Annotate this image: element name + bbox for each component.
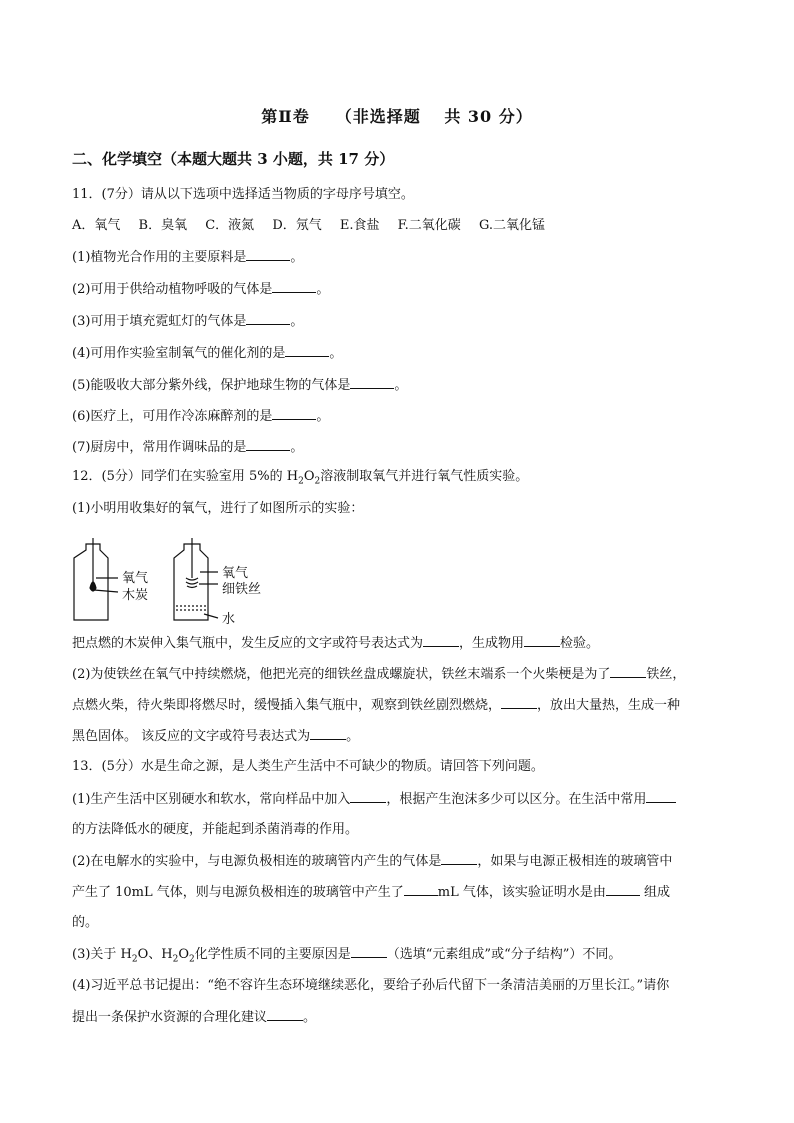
option-g: G.二氧化锰 — [478, 218, 546, 233]
answer-blank[interactable] — [272, 280, 316, 293]
label-oxygen-right: 氧气 — [222, 566, 249, 581]
q12-sub2-line1: (2)为使铁丝在氧气中持续燃烧，他把光亮的细铁丝盘成螺旋状，铁丝末端系一个火柴梗是为了 铁丝， — [72, 667, 686, 682]
answer-blank[interactable] — [610, 665, 646, 678]
q12-sub2-line3: 黑色固体。 该反应的文字或符号表达式为 。 — [72, 729, 360, 744]
answer-blank[interactable] — [350, 790, 386, 803]
gas-bottles-diagram — [72, 538, 302, 628]
experiment-figure — [72, 538, 302, 628]
q12-sub1: (1)小明用收集好的氧气，进行了如图所示的实验： — [72, 501, 364, 516]
q13-sub1-line2: 的方法降低水的硬度，并能起到杀菌消毒的作用。 — [72, 822, 359, 837]
section-heading: 二、化学填空（本题大题共 3 小题，共 17 分） — [72, 150, 395, 168]
label-iron-wire: 细铁丝 — [222, 582, 262, 597]
option-e: E.食盐 — [339, 218, 380, 233]
option-b: B．臭氧 — [138, 218, 188, 233]
q13-sub4-line1: (4)习近平总书记提出：“绝不容许生态环境继续恶化，要给子孙后代留下一条清洁美丽的万里长江。”请你 — [72, 978, 670, 993]
q12-sub2-line2: 点燃火柴，待火柴即将燃尽时，缓慢插入集气瓶中，观察到铁丝剧烈燃烧， ，放出大量热，生成一种 — [72, 698, 681, 713]
answer-blank[interactable] — [246, 248, 290, 261]
q13-sub2-line1: (2)在电解水的实验中，与电源负极相连的玻璃管内产生的气体是 ，如果与电源正极相连的玻璃管中 — [72, 854, 673, 869]
label-oxygen-left: 氧气 — [122, 571, 149, 586]
label-charcoal: 木炭 — [122, 588, 149, 603]
q11-item-7: (7)厨房中，常用作调味品的是 。 — [72, 440, 304, 455]
label-water: 水 — [222, 612, 236, 627]
answer-blank[interactable] — [351, 945, 387, 958]
q13-stem: 13．(5分）水是生命之源，是人类生产生活中不可缺少的物质。请回答下列问题。 — [72, 759, 544, 774]
option-d: D．氖气 — [272, 218, 322, 233]
q11-item-1: (1)植物光合作用的主要原料是 。 — [72, 250, 304, 265]
answer-blank[interactable] — [310, 727, 346, 740]
q13-sub2-line2: 产生了 10mL 气体，则与电源负极相连的玻璃管中产生了 mL 气体，该实验证明水是由 组成 — [72, 885, 671, 900]
answer-blank[interactable] — [524, 634, 560, 647]
answer-blank[interactable] — [404, 883, 438, 896]
q11-item-6: (6)医疗上，可用作冷冻麻醉剂的是 。 — [72, 409, 330, 424]
option-c: C．液氮 — [205, 218, 255, 233]
q11-options — [72, 217, 559, 235]
option-f: F.二氧化碳 — [397, 218, 461, 233]
answer-blank[interactable] — [501, 696, 537, 709]
charcoal-bottle — [74, 538, 118, 620]
answer-blank[interactable] — [646, 790, 676, 803]
q11-item-2: (2)可用于供给动植物呼吸的气体是 。 — [72, 282, 330, 297]
q11-item-4: (4)可用作实验室制氧气的催化剂的是 。 — [72, 346, 343, 361]
answer-blank[interactable] — [246, 312, 290, 325]
answer-blank[interactable] — [606, 883, 640, 896]
q11-item-5: (5)能吸收大部分紫外线，保护地球生物的气体是 。 — [72, 378, 408, 393]
q13-sub2-line3: 的。 — [72, 915, 99, 930]
q13-sub3: (3)关于 $H_2O$、$H_2O_2$化学性质不同的主要原因是 （选填“元素组成”或“分子结构”）不同。 — [72, 947, 622, 965]
answer-blank[interactable] — [423, 634, 459, 647]
q13-sub1-line1: (1)生产生活中区别硬水和软水，常向样品中加入 ，根据产生泡沫多少可以区分。在生活中常用 — [72, 790, 676, 809]
answer-blank[interactable] — [285, 344, 329, 357]
answer-blank[interactable] — [272, 407, 316, 420]
answer-blank[interactable] — [246, 438, 290, 451]
page-title: 第Ⅱ卷 （非选择题 共 30 分） — [261, 107, 533, 126]
q12-sub1-question: 把点燃的木炭伸入集气瓶中，发生反应的文字或符号表达式为 ，生成物用 检验。 — [72, 636, 600, 651]
answer-blank[interactable] — [350, 376, 394, 389]
q12-stem: 12．(5分）同学们在实验室用 5%的 $H_2O_2$溶液制取氧气并进行氧气性质实验。 — [72, 469, 529, 487]
iron-wire-bottle — [174, 538, 218, 620]
q11-item-3: (3)可用于填充霓虹灯的气体是 。 — [72, 314, 304, 329]
option-a: A．氧气 — [72, 218, 121, 233]
q13-sub4-line2: 提出一条保护水资源的合理化建议 。 — [72, 1010, 317, 1025]
answer-blank[interactable] — [441, 852, 477, 865]
answer-blank[interactable] — [267, 1008, 303, 1021]
q11-stem: 11．(7分）请从以下选项中选择适当物质的字母序号填空。 — [72, 187, 414, 202]
